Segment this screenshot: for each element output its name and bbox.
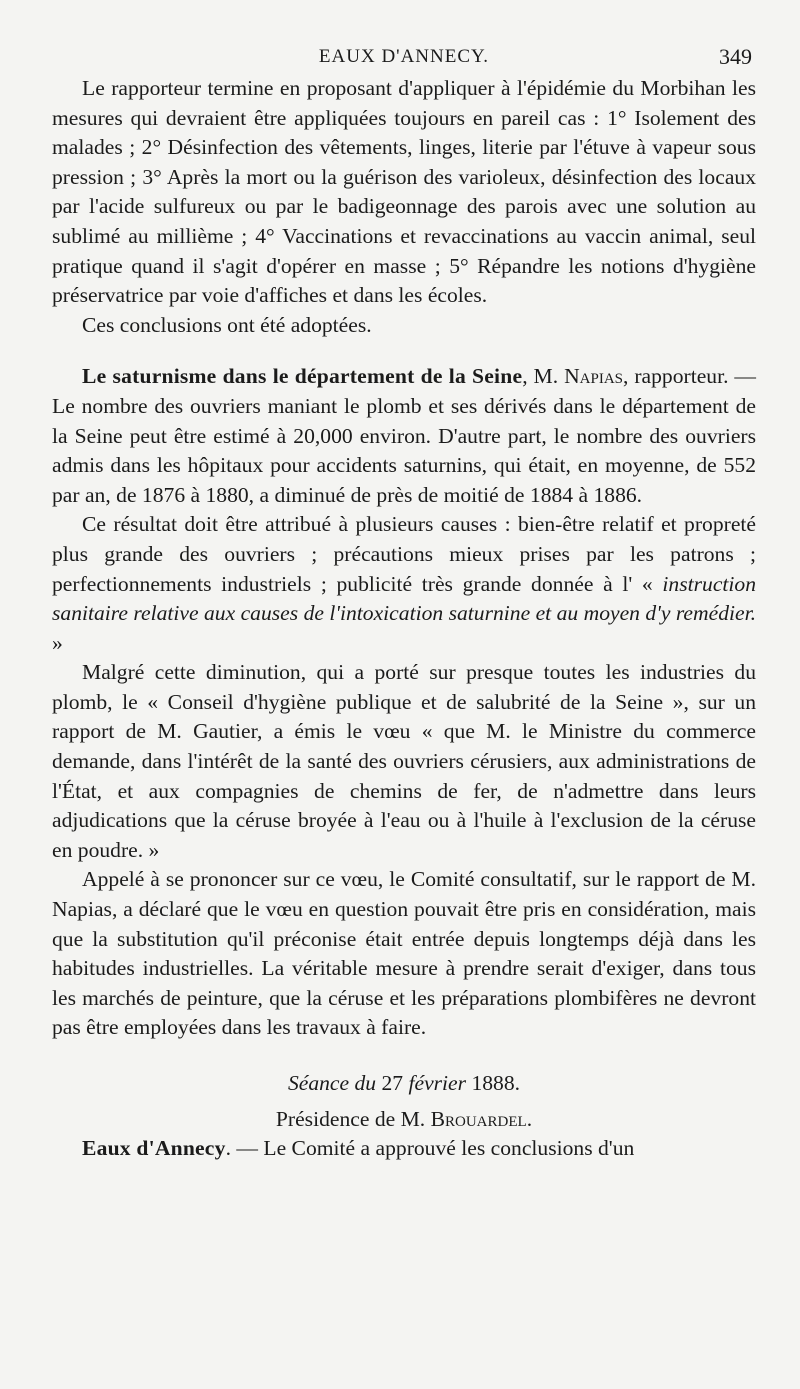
section-saturnisme-text: , rapporteur. — Le nombre des ouvriers maniant le plomb et ses dérivés dans le département de la Seine peut être estimé à 20,000 environ. D'autre part, le nombre des ouvriers admis dans les hôpitaux pour accidents saturnins, qui était, en moyenne, de 552 par an, de 1876 à 1880, a diminué de près de moitié de 1884 à 1886. xyxy=(52,364,756,507)
seance-month: février xyxy=(408,1071,467,1095)
section-spacer xyxy=(52,340,756,362)
seance-label: Séance du xyxy=(287,1071,377,1095)
section-after-title: , M. xyxy=(522,364,565,389)
paragraph-conclusions-adopted: Ces conclusions ont été adoptées. xyxy=(82,312,372,337)
seance-year: 1888. xyxy=(471,1071,521,1095)
section-saturnisme xyxy=(52,362,756,510)
instruction-title-italic: instruction sanitaire relative aux causes de l'intoxication saturnine et au moyen d'y remédier. xyxy=(52,571,756,626)
section-eaux-annecy xyxy=(52,1134,756,1164)
paragraph-causes xyxy=(52,510,756,658)
section-title-eaux-annecy: Eaux d'Annecy xyxy=(82,1136,226,1161)
running-title: EAUX D'ANNECY. xyxy=(318,46,490,67)
paragraph-comite-decision: Appelé à se prononcer sur ce vœu, le Comité consultatif, sur le rapport de M. Napias, a déclaré que le vœu en question pouvait être pris en considération, mais que la substitution qu'il préconise était entrée depuis longtemps déjà dans les habitudes industrielles. La véritable mesure à prendre serait d'exiger, dans tous les marchés de peinture, que la céruse et les préparations plombifères ne devront pas être employées dans les travaux à faire. xyxy=(52,867,756,1040)
paragraph-conclusions-list: Le rapporteur termine en proposant d'appliquer à l'épidémie du Morbihan les mesures qui devraient être appliquées toujours en pareil cas : 1° Isolement des malades ; 2° Désinfection des vêtements, linges, literie par l'étuve à vapeur sous pression ; 3° Après la mort ou la guérison des varioleux, désinfection des locaux par l'acide sulfureux ou par le badigeonnage des parois avec une solution au sublimé au millième ; 4° Vaccinations et revaccinations au vaccin animal, seul pratique quand il s'agit d'opérer en masse ; 5° Répandre les notions d'hygiène préservatrice par voie d'affiches et dans les écoles. xyxy=(52,76,756,308)
reporter-name: Napias xyxy=(564,364,624,389)
closing-quote: » xyxy=(52,630,63,655)
page-number: 349 xyxy=(719,44,752,69)
paragraph-causes-text: Ce résultat doit être attribué à plusieurs causes : bien-être relatif et propreté plus grande des ouvriers ; précautions mieux prises par les patrons ; perfectionnements industriels ; publicité très grande donnée à l' « xyxy=(52,512,756,596)
president-name: Brouardel xyxy=(430,1106,527,1131)
paragraph-voeu: Malgré cette diminution, qui a porté sur presque toutes les industries du plomb, le « Conseil d'hygiène publique et de salubrité de la Seine », sur un rapport de M. Gautier, a émis le vœu « que M. le Ministre du commerce demande, dans l'intérêt de la santé des ouvriers cérusiers, aux administrations de l'État, et aux compagnies de chemins de fer, de n'admettre dans leurs adjudications que la céruse broyée à l'eau ou à l'huile à l'exclusion de la céruse en poudre. » xyxy=(52,660,756,862)
presidence-suffix: . xyxy=(526,1106,533,1131)
page-header xyxy=(52,38,756,74)
presidence-prefix: Présidence de M. xyxy=(275,1106,431,1131)
page-body xyxy=(52,74,756,1164)
section-eaux-annecy-text: . — Le Comité a approuvé les conclusions d'un xyxy=(225,1136,635,1161)
seance-day: 27 xyxy=(381,1071,404,1095)
seance-date xyxy=(52,1069,756,1099)
section-title-saturnisme: Le saturnisme dans le département de la Seine xyxy=(82,364,523,389)
presidence xyxy=(52,1105,756,1135)
